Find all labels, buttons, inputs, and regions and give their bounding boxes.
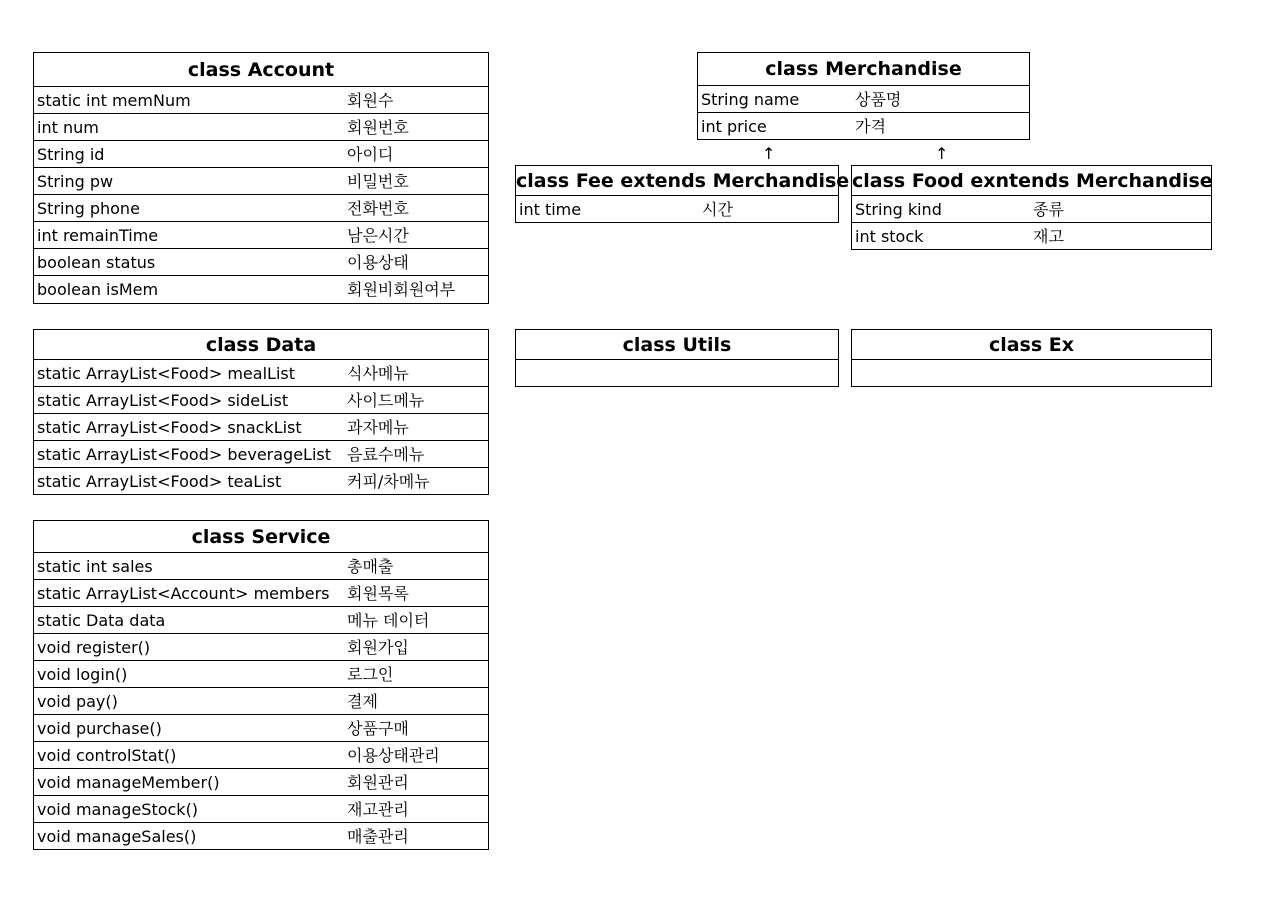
field-name: static Data data: [37, 611, 166, 630]
field-name: boolean status: [37, 253, 156, 272]
field-description: 커피/차메뉴: [347, 472, 430, 491]
inheritance-arrow-fee: ↑: [762, 144, 776, 163]
field-name: static int memNum: [37, 91, 191, 110]
field-row: [34, 87, 488, 114]
field-name: void login(): [37, 665, 128, 684]
field-description: 회원번호: [347, 118, 409, 137]
field-name: String kind: [855, 200, 942, 219]
class-service-title: class Service: [34, 521, 488, 553]
class-account-title: class Account: [34, 53, 488, 87]
class-service-fields: [34, 553, 488, 850]
field-name: static ArrayList<Food> mealList: [37, 364, 295, 383]
class-merchandise-title: class Merchandise: [698, 53, 1029, 86]
class-fee-fields: [516, 196, 838, 223]
class-ex-title: class Ex: [852, 330, 1211, 360]
field-row: [34, 634, 488, 661]
class-food-fields: [852, 196, 1211, 250]
field-row: [34, 823, 488, 850]
field-name: void pay(): [37, 692, 118, 711]
class-account-box: [33, 52, 489, 304]
field-name: String phone: [37, 199, 140, 218]
field-row: [34, 249, 488, 276]
field-description: 종류: [1033, 200, 1064, 219]
field-description: 식사메뉴: [347, 364, 409, 383]
class-merchandise-fields: [698, 86, 1029, 140]
field-description: 회원비회원여부: [347, 280, 456, 299]
field-name: static ArrayList<Food> teaList: [37, 472, 282, 491]
field-description: 회원관리: [347, 773, 409, 792]
inheritance-arrow-food: ↑: [935, 144, 949, 163]
class-ex-empty-row: [852, 360, 1211, 387]
field-row: [34, 195, 488, 222]
field-description: 총매출: [347, 557, 394, 576]
field-row: [34, 742, 488, 769]
class-utils-box: [515, 329, 839, 387]
field-row: [34, 769, 488, 796]
field-name: int time: [519, 200, 582, 219]
field-name: int remainTime: [37, 226, 159, 245]
class-utils-empty-row: [516, 360, 838, 387]
field-description: 재고: [1033, 227, 1064, 246]
class-fee-box: [515, 165, 850, 223]
field-row: [34, 715, 488, 742]
field-row: [34, 168, 488, 195]
field-description: 시간: [702, 200, 733, 219]
field-description: 비밀번호: [347, 172, 409, 191]
field-row: [34, 468, 488, 495]
class-data-title: class Data: [34, 330, 488, 360]
field-name: boolean isMem: [37, 280, 159, 299]
field-row: [34, 387, 488, 414]
field-row: [34, 360, 488, 387]
field-name: String name: [701, 90, 800, 109]
field-row: [698, 113, 1029, 140]
field-row: [34, 661, 488, 688]
field-name: void manageMember(): [37, 773, 220, 792]
class-service-box: [33, 520, 489, 850]
field-description: 가격: [855, 117, 886, 136]
field-name: void purchase(): [37, 719, 162, 738]
field-description: 전화번호: [347, 199, 409, 218]
class-merchandise-box: [697, 52, 1030, 140]
field-description: 매출관리: [347, 827, 409, 846]
field-name: String pw: [37, 172, 114, 191]
field-name: String id: [37, 145, 105, 164]
field-description: 재고관리: [347, 800, 409, 819]
field-row: [516, 196, 838, 223]
class-data-fields: [34, 360, 488, 495]
field-name: int price: [701, 117, 767, 136]
field-description: 상품구매: [347, 719, 409, 738]
field-row: [34, 580, 488, 607]
field-row: [34, 796, 488, 823]
field-name: static ArrayList<Food> sideList: [37, 391, 289, 410]
field-description: 회원수: [347, 91, 394, 110]
field-name: static ArrayList<Food> snackList: [37, 418, 302, 437]
field-row: [34, 441, 488, 468]
field-row: [852, 223, 1211, 250]
field-description: 사이드메뉴: [347, 391, 425, 410]
field-row: [34, 688, 488, 715]
class-food-title: class Food exntends Merchandise: [852, 166, 1211, 196]
field-row: [698, 86, 1029, 113]
field-name: void controlStat(): [37, 746, 177, 765]
field-description: 로그인: [347, 665, 394, 684]
field-name: void manageSales(): [37, 827, 197, 846]
class-account-fields: [34, 87, 488, 303]
field-description: 음료수메뉴: [347, 445, 425, 464]
field-row: [34, 276, 488, 303]
field-description: 남은시간: [347, 226, 409, 245]
field-row: [34, 553, 488, 580]
field-name: static int sales: [37, 557, 153, 576]
field-description: 이용상태관리: [347, 746, 440, 765]
class-ex-box: [851, 329, 1212, 387]
field-row: [34, 141, 488, 168]
field-description: 회원가입: [347, 638, 409, 657]
field-description: 이용상태: [347, 253, 409, 272]
field-row: [34, 414, 488, 441]
class-fee-title: class Fee extends Merchandise: [516, 166, 838, 196]
field-description: 메뉴 데이터: [347, 611, 430, 630]
field-row: [34, 607, 488, 634]
field-row: [34, 222, 488, 249]
field-name: int num: [37, 118, 99, 137]
field-name: void register(): [37, 638, 151, 657]
field-row: [852, 196, 1211, 223]
field-name: static ArrayList<Account> members: [37, 584, 330, 603]
field-description: 상품명: [855, 90, 902, 109]
field-description: 회원목록: [347, 584, 409, 603]
field-name: int stock: [855, 227, 924, 246]
field-row: [34, 114, 488, 141]
field-description: 과자메뉴: [347, 418, 409, 437]
field-name: static ArrayList<Food> beverageList: [37, 445, 332, 464]
field-description: 결제: [347, 692, 378, 711]
field-description: 아이디: [347, 145, 394, 164]
class-utils-title: class Utils: [516, 330, 838, 360]
class-data-box: [33, 329, 489, 495]
field-name: void manageStock(): [37, 800, 199, 819]
class-food-box: [851, 165, 1212, 250]
